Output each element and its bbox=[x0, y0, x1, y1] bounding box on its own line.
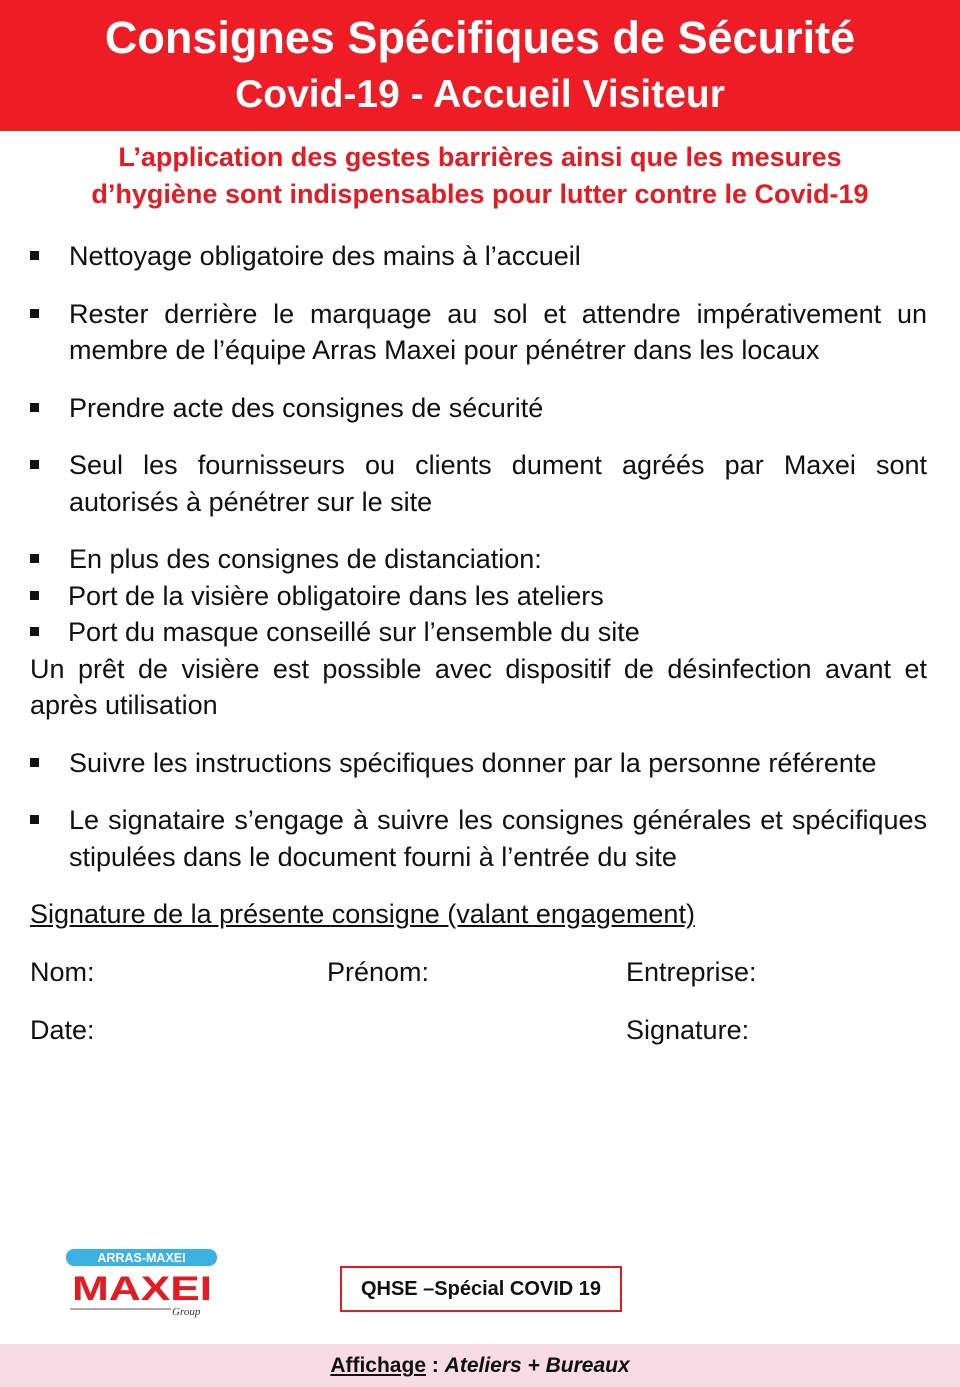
list-item bbox=[30, 390, 927, 427]
arras-maxei-logo bbox=[66, 1247, 218, 1319]
intro-line-1: L’application des gestes barrières ainsi que les mesures bbox=[118, 142, 842, 172]
square-bullet-icon bbox=[30, 403, 39, 412]
square-bullet-icon bbox=[30, 758, 39, 767]
signature-section-title: Signature de la présente consigne (valant engagement) bbox=[30, 899, 695, 929]
rule-text: Rester derrière le marquage au sol et attendre impérativement un membre de l’équipe Arras Maxei pour pénétrer dans les locaux bbox=[69, 298, 927, 365]
main-content bbox=[30, 238, 927, 1070]
rule-text: Seul les fournisseurs ou clients dument agréés par Maxei sont autorisés à pénétrer sur le site bbox=[69, 450, 927, 517]
signature-fields-row-2 bbox=[30, 1012, 927, 1070]
sub-rules-list bbox=[30, 578, 927, 651]
logo-tagline: Group bbox=[172, 1306, 201, 1318]
nom-field-label: Nom: bbox=[30, 956, 95, 987]
footer-bar bbox=[0, 1344, 960, 1387]
square-bullet-icon bbox=[30, 309, 39, 318]
square-bullet-icon bbox=[30, 627, 39, 636]
sub-rule-text: Port du masque conseillé sur l’ensemble du site bbox=[68, 617, 640, 647]
footer-separator: : bbox=[426, 1354, 445, 1377]
square-bullet-icon bbox=[30, 591, 39, 600]
entreprise-field-label: Entreprise: bbox=[626, 956, 757, 987]
logo-graphic bbox=[66, 1247, 218, 1319]
rule-text: Nettoyage obligatoire des mains à l’accueil bbox=[69, 241, 581, 271]
signature-fields-row-1 bbox=[30, 954, 927, 1012]
rule-text: En plus des consignes de distanciation: bbox=[69, 544, 542, 574]
rules-list-continued bbox=[30, 745, 927, 876]
logo-banner-text: ARRAS-MAXEI bbox=[97, 1251, 186, 1265]
intro-line-2: d’hygiène sont indispensables pour lutter contre le Covid-19 bbox=[91, 179, 869, 209]
signature-field-label: Signature: bbox=[626, 1014, 750, 1045]
list-item bbox=[30, 578, 927, 615]
header-banner bbox=[0, 0, 960, 131]
page-title: Consignes Spécifiques de Sécurité bbox=[104, 12, 856, 63]
list-item bbox=[30, 745, 927, 782]
square-bullet-icon bbox=[30, 554, 39, 563]
list-item bbox=[30, 614, 927, 651]
list-item bbox=[30, 238, 927, 275]
list-item bbox=[30, 541, 927, 578]
square-bullet-icon bbox=[30, 460, 39, 469]
square-bullet-icon bbox=[30, 815, 39, 824]
page-subtitle: Covid-19 - Accueil Visiteur bbox=[235, 73, 725, 116]
rules-list bbox=[30, 238, 927, 578]
square-bullet-icon bbox=[30, 251, 39, 260]
footer-value: Ateliers + Bureaux bbox=[444, 1354, 630, 1377]
prenom-field-label: Prénom: bbox=[327, 956, 430, 987]
rule-text: Prendre acte des consignes de sécurité bbox=[69, 392, 544, 423]
rule-text: Le signataire s’engage à suivre les consignes générales et spécifiques stipulées dans le document fourni à l’entrée du site bbox=[69, 805, 927, 872]
intro-statement bbox=[0, 139, 960, 213]
visor-note: Un prêt de visière est possible avec dispositif de désinfection avant et après utilisation bbox=[30, 653, 927, 720]
sub-rule-text: Port de la visière obligatoire dans les ateliers bbox=[68, 580, 604, 611]
date-field-label: Date: bbox=[30, 1014, 95, 1045]
logo-word: MAXEI bbox=[72, 1270, 212, 1308]
qhse-stamp: QHSE –Spécial COVID 19 bbox=[340, 1266, 622, 1312]
rule-text: Suivre les instructions spécifiques donner par la personne référente bbox=[69, 747, 877, 778]
list-item bbox=[30, 447, 927, 520]
list-item bbox=[30, 802, 927, 875]
list-item bbox=[30, 296, 927, 369]
footer-label: Affichage bbox=[330, 1354, 426, 1377]
